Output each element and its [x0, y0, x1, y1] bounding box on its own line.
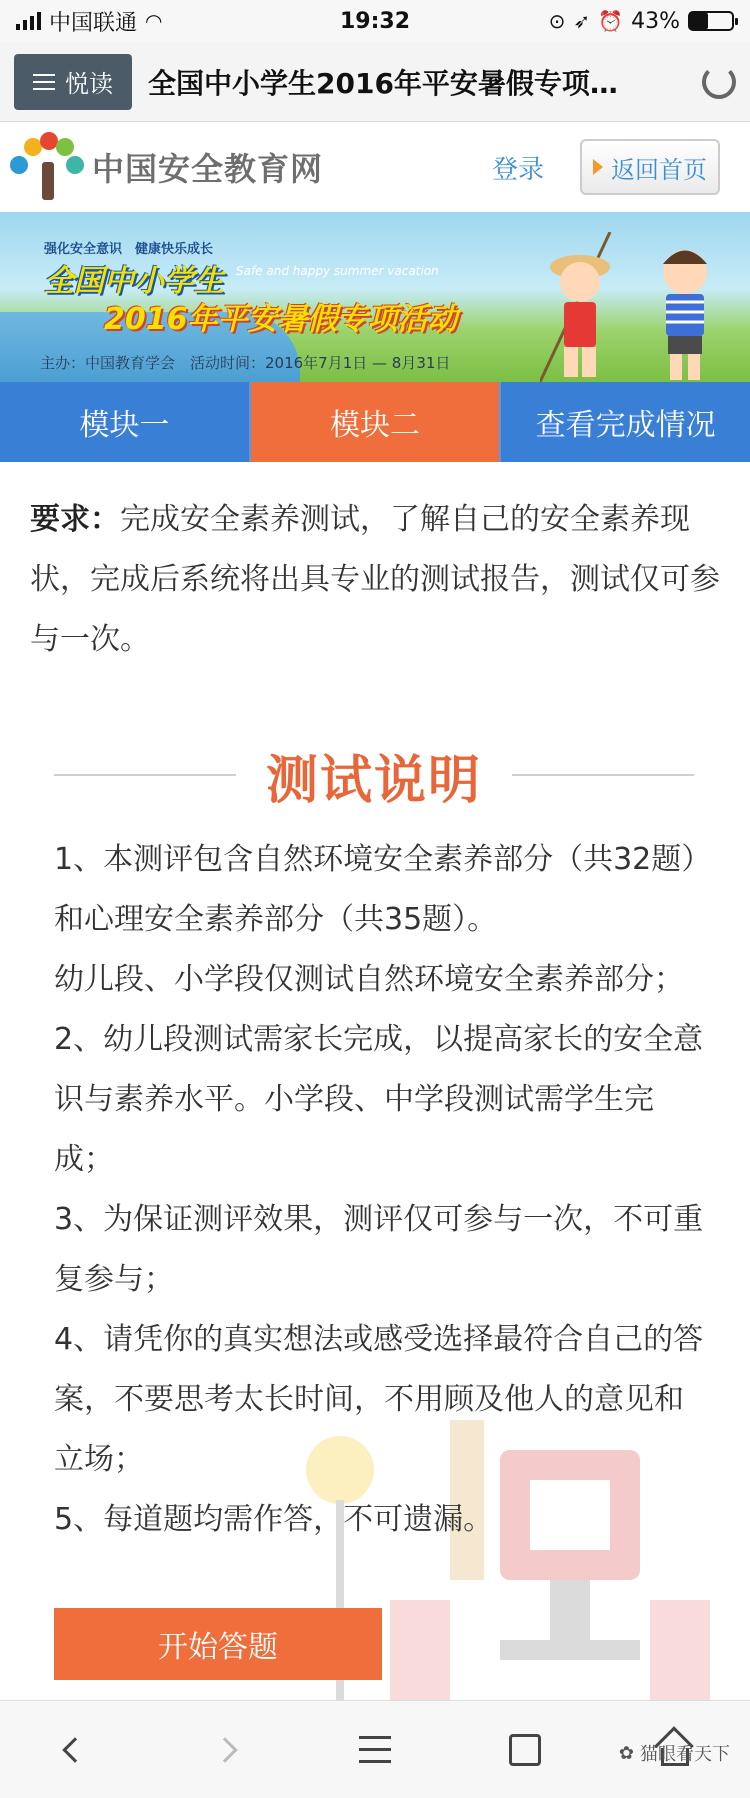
- play-icon: [593, 159, 603, 175]
- lock-rotation-icon: ⊙: [548, 9, 566, 33]
- logo-text: 中国安全教育网: [92, 150, 324, 188]
- login-link[interactable]: 登录: [491, 154, 544, 185]
- back-button[interactable]: [45, 1720, 105, 1780]
- kid-illustration: [640, 232, 730, 382]
- battery-fill: [690, 13, 708, 29]
- logo-icon: [10, 132, 84, 202]
- status-bar: [0, 0, 750, 42]
- reader-label: 悦读: [65, 70, 113, 98]
- activity-banner: [0, 212, 750, 382]
- source-watermark: [619, 1740, 730, 1766]
- browser-header: [0, 42, 750, 122]
- tabs-icon: [509, 1734, 541, 1766]
- source-watermark-label: 猫眼看天下: [640, 1744, 730, 1765]
- instruction-item: 5、每道题均需作答，不可遗漏。: [54, 1502, 494, 1537]
- instruction-item: 4、请凭你的真实想法或感受选择最符合自己的答案，不要思考太长时间，不用顾及他人的意见和立场；: [54, 1322, 704, 1477]
- tab-module-two[interactable]: 模块二: [251, 382, 502, 462]
- battery-icon: [688, 11, 734, 31]
- divider: [512, 774, 694, 776]
- wechat-icon: ✿: [618, 1742, 634, 1764]
- instruction-item: 幼儿段、小学段仅测试自然环境安全素养部分；: [54, 962, 684, 997]
- requirement-text: [30, 490, 720, 670]
- chevron-left-icon: [62, 1737, 87, 1762]
- menu-button[interactable]: [345, 1720, 405, 1780]
- test-heading-title: 测试说明: [266, 750, 483, 811]
- test-heading: [54, 740, 694, 810]
- home-label: 返回首页: [611, 155, 707, 184]
- page-title: 全国中小学生2016年平安暑假专项…: [148, 66, 618, 100]
- instruction-item: 1、本测评包含自然环境安全素养部分（共32题）和心理安全素养部分（共35题）。: [54, 842, 697, 937]
- module-tabs: [0, 382, 750, 462]
- requirement-label: 要求：: [30, 502, 120, 537]
- reader-button[interactable]: [14, 54, 132, 110]
- chevron-right-icon: [212, 1737, 237, 1762]
- carrier-label: 中国联通: [49, 10, 138, 36]
- signal-icon: [16, 12, 41, 30]
- battery-percent: 43%: [631, 8, 680, 34]
- instructions: [54, 830, 704, 1550]
- start-quiz-button[interactable]: 开始答题: [54, 1608, 382, 1680]
- home-button[interactable]: [580, 139, 720, 195]
- instruction-item: 3、为保证测评效果，测评仅可参与一次，不可重复参与；: [54, 1202, 704, 1297]
- banner-slogan: 强化安全意识 健康快乐成长: [44, 242, 214, 257]
- status-right: [549, 9, 734, 34]
- requirement-body: 完成安全素养测试，了解自己的安全素养现状，完成后系统将出具专业的测试报告，测试仅可参与一次。: [30, 502, 720, 657]
- location-icon: ➶: [573, 9, 591, 33]
- reload-icon[interactable]: [702, 65, 736, 99]
- banner-title-line1: 全国中小学生: [44, 264, 224, 299]
- menu-icon: [359, 1736, 391, 1763]
- menu-icon: [33, 74, 55, 90]
- instruction-item: 2、幼儿段测试需家长完成，以提高家长的安全意识与素养水平。小学段、中学段测试需学生完成；: [54, 1022, 704, 1177]
- alarm-icon: ⏰: [598, 9, 624, 33]
- status-left: [16, 6, 162, 37]
- tab-completion-status[interactable]: 查看完成情况: [535, 408, 716, 443]
- tab-module-one[interactable]: 模块一: [0, 382, 251, 462]
- banner-title-line2: 2016年平安暑假专项活动: [104, 302, 458, 337]
- wifi-icon: ◠: [145, 9, 163, 33]
- banner-subtitle: Safe and happy summer vacation: [236, 264, 439, 278]
- status-time: 19:32: [339, 8, 411, 34]
- site-header: [0, 122, 750, 212]
- forward-button[interactable]: [195, 1720, 255, 1780]
- divider: [54, 774, 236, 776]
- tabs-button[interactable]: [495, 1720, 555, 1780]
- banner-info: 主办：中国教育学会 活动时间：2016年7月1日 — 8月31日: [40, 354, 451, 372]
- kid-illustration: [540, 232, 620, 382]
